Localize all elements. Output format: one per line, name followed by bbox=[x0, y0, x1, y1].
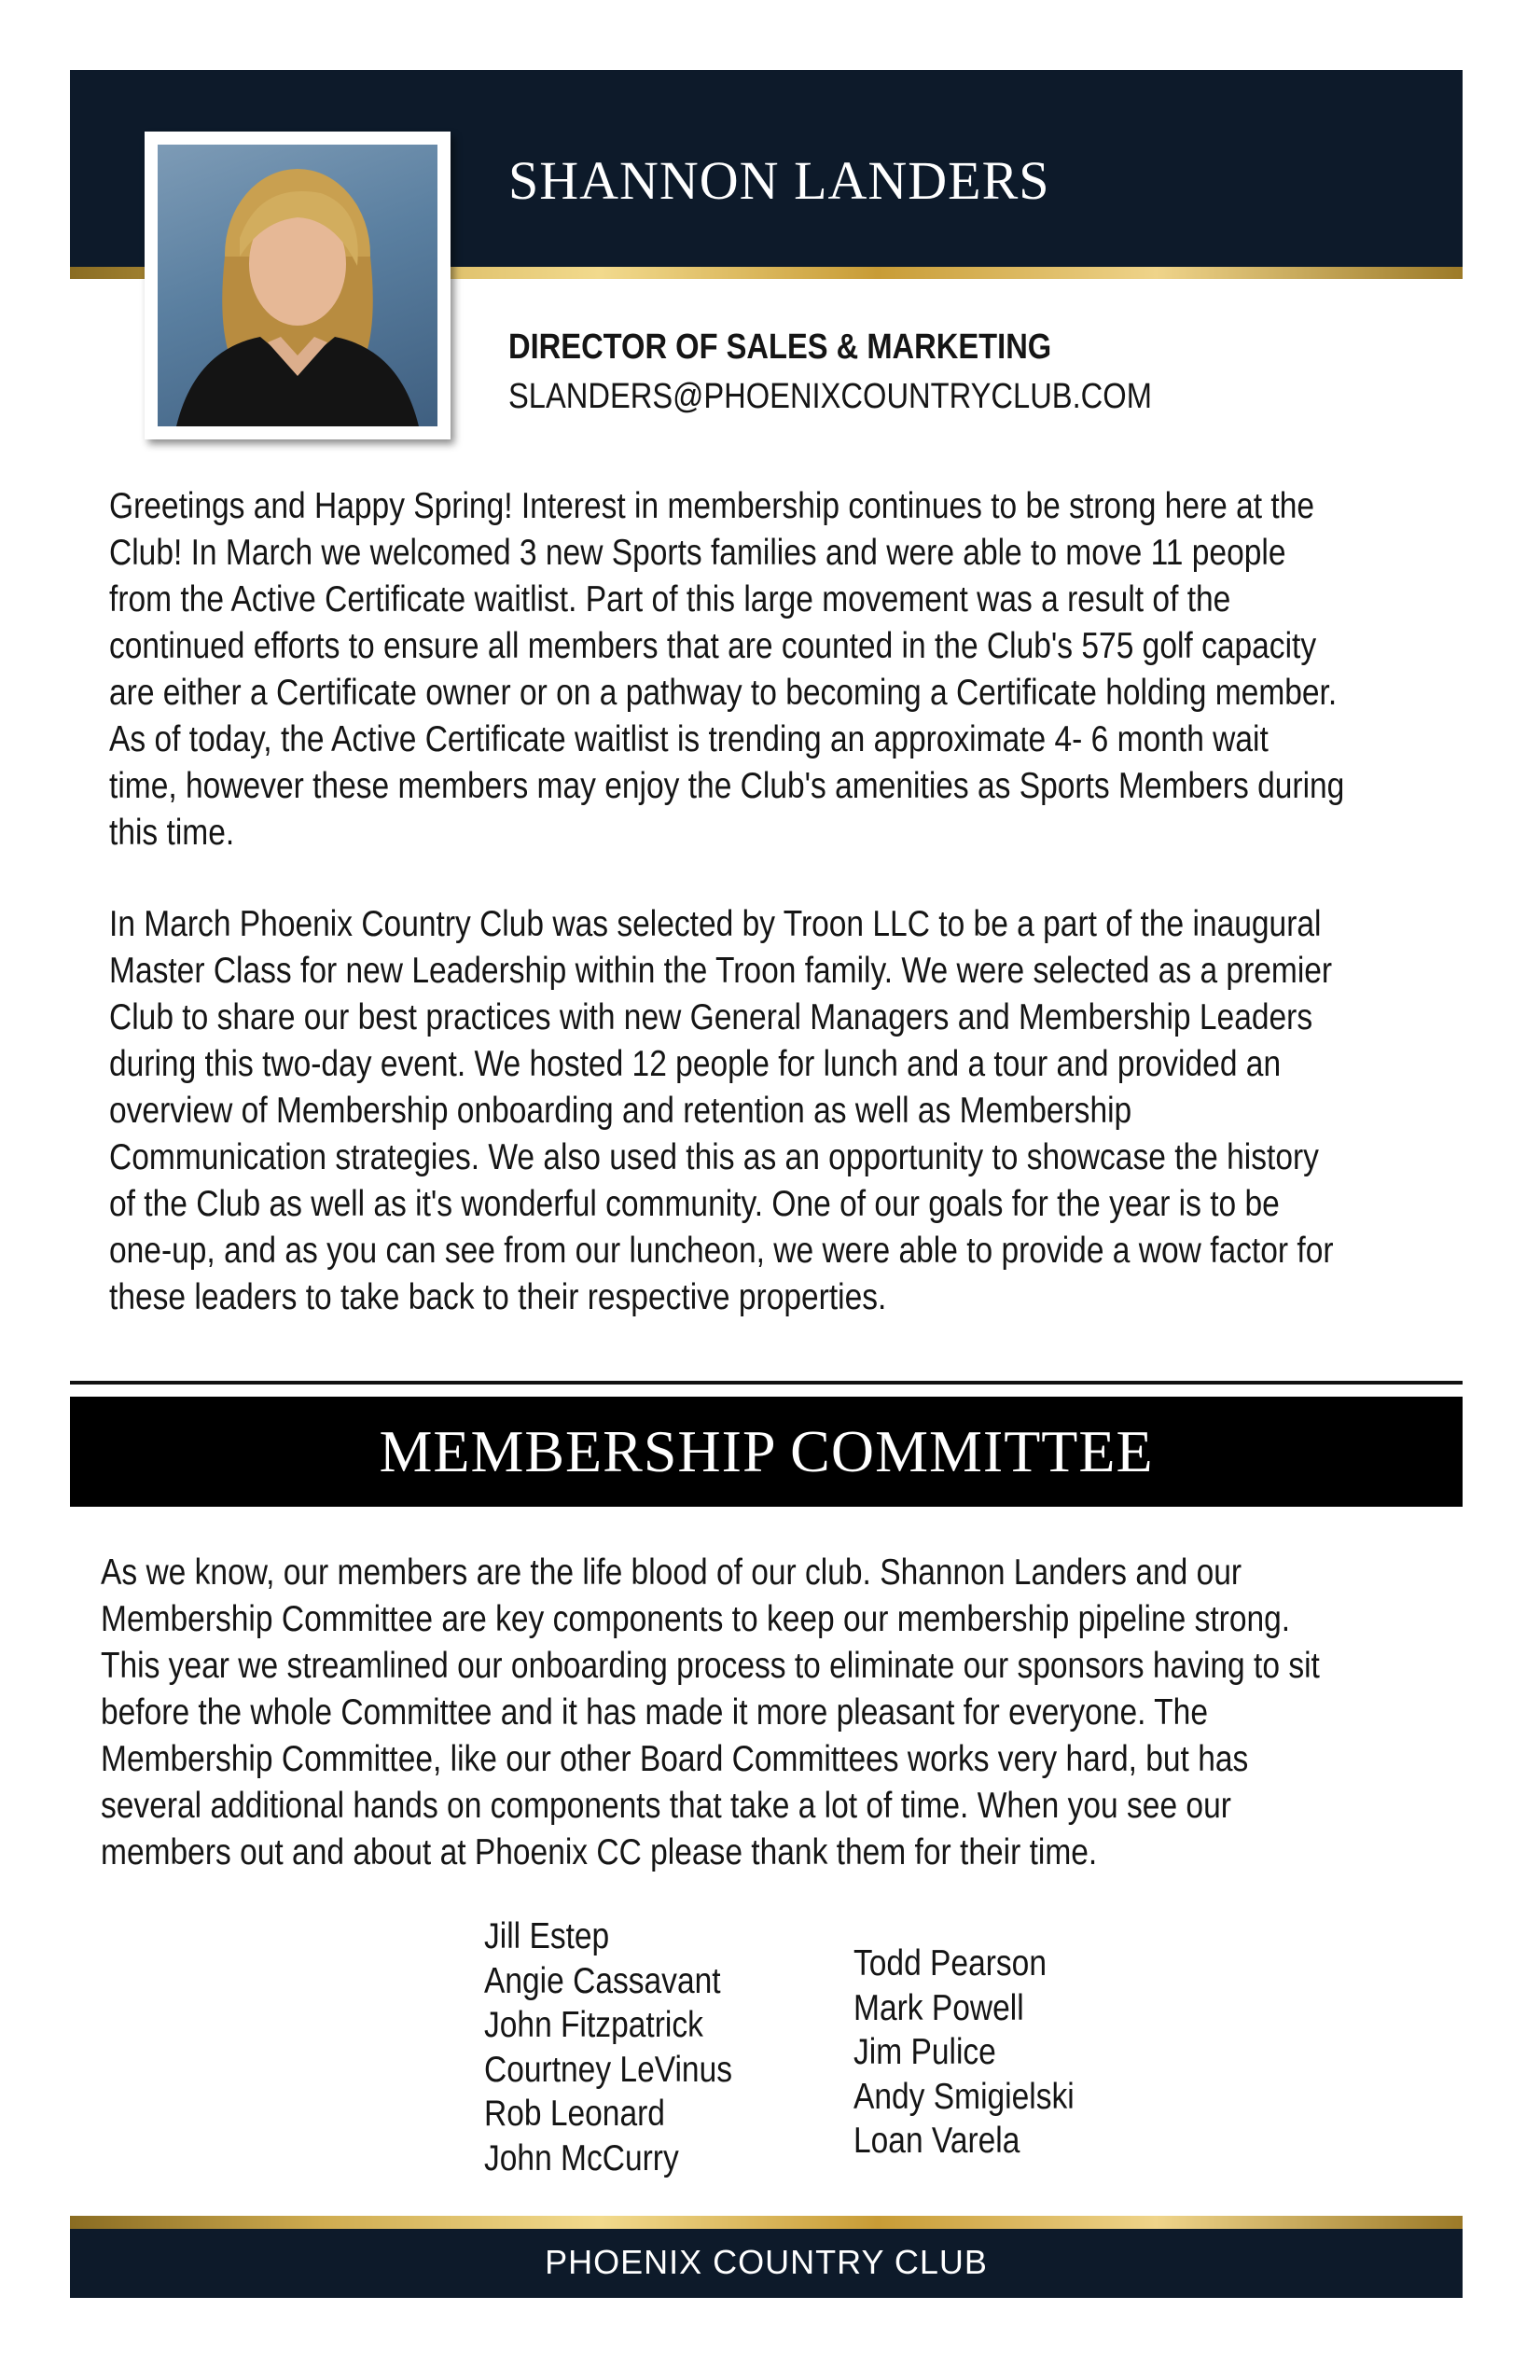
text-line: members out and about at Phoenix CC please thank them for their time. bbox=[101, 1832, 1098, 1872]
member-name: Courtney LeVinus bbox=[484, 2049, 733, 2090]
committee-heading: MEMBERSHIP COMMITTEE bbox=[379, 1418, 1154, 1484]
text-line: Master Class for new Leadership within the Troon family. We were selected as a premier bbox=[109, 951, 1333, 991]
text-line: during this two-day event. We hosted 12 people for lunch and a tour and provided an bbox=[109, 1044, 1282, 1084]
staff-email[interactable]: SLANDERS@PHOENIXCOUNTRYCLUB.COM bbox=[508, 377, 1152, 416]
committee-paragraph bbox=[101, 1550, 1519, 1876]
text-line: these leaders to take back to their respective properties. bbox=[109, 1277, 887, 1317]
section-divider bbox=[70, 1381, 1463, 1385]
text-line: continued efforts to ensure all members that are counted in the Club's 575 golf capacity bbox=[109, 626, 1317, 666]
member-name: Jim Pulice bbox=[853, 2032, 996, 2072]
text-line: As of today, the Active Certificate waitlist is trending an approximate 4- 6 month wait bbox=[109, 719, 1269, 759]
text-line: Membership Committee, like our other Board Committees works very hard, but has bbox=[101, 1739, 1249, 1779]
text-line: Membership Committee are key components to keep our membership pipeline strong. bbox=[101, 1599, 1291, 1639]
member-name: Angie Cassavant bbox=[484, 1960, 721, 2001]
member-name: Loan Varela bbox=[853, 2121, 1020, 2161]
text-line: Club! In March we welcomed 3 new Sports families and were able to move 11 people bbox=[109, 533, 1286, 573]
portrait-illustration bbox=[158, 145, 437, 426]
portrait-photo bbox=[158, 145, 437, 426]
member-name: Rob Leonard bbox=[484, 2094, 665, 2134]
text-line: are either a Certificate owner or on a pathway to becoming a Certificate holding member. bbox=[109, 673, 1338, 713]
text-line: from the Active Certificate waitlist. Part of this large movement was a result of the bbox=[109, 579, 1231, 619]
text-line: time, however these members may enjoy the Club's amenities as Sports Members during bbox=[109, 766, 1345, 806]
footer-club-name: PHOENIX COUNTRY CLUB bbox=[545, 2243, 988, 2281]
committee-members-column-2 bbox=[853, 1942, 1110, 2164]
member-name: Andy Smigielski bbox=[853, 2076, 1075, 2117]
text-line: this time. bbox=[109, 813, 235, 853]
text-line: several additional hands on components that take a lot of time. When you see our bbox=[101, 1786, 1231, 1826]
text-line: Greetings and Happy Spring! Interest in membership continues to be strong here at the bbox=[109, 486, 1315, 526]
text-line: Club to share our best practices with new General Managers and Membership Leaders bbox=[109, 997, 1313, 1037]
committee-members-column-1 bbox=[484, 1914, 772, 2180]
footer-gold-stripe bbox=[70, 2216, 1463, 2229]
member-name: John Fitzpatrick bbox=[484, 2005, 703, 2045]
text-line: This year we streamlined our onboarding process to eliminate our sponsors having to sit bbox=[101, 1646, 1320, 1686]
staff-title: DIRECTOR OF SALES & MARKETING bbox=[508, 327, 1052, 367]
member-name: Todd Pearson bbox=[853, 1943, 1047, 1983]
member-name: Jill Estep bbox=[484, 1916, 610, 1956]
intro-paragraph-1 bbox=[109, 483, 1540, 856]
text-line: Communication strategies. We also used this as an opportunity to showcase the history bbox=[109, 1137, 1319, 1177]
text-line: In March Phoenix Country Club was selected by Troon LLC to be a part of the inaugural bbox=[109, 904, 1322, 944]
staff-name: SHANNON LANDERS bbox=[508, 150, 1050, 211]
text-line: before the whole Committee and it has made it more pleasant for everyone. The bbox=[101, 1692, 1208, 1733]
text-line: one-up, and as you can see from our luncheon, we were able to provide a wow factor for bbox=[109, 1231, 1334, 1271]
member-name: John McCurry bbox=[484, 2137, 679, 2178]
text-line: As we know, our members are the life blood of our club. Shannon Landers and our bbox=[101, 1552, 1242, 1593]
text-line: of the Club as well as it's wonderful community. One of our goals for the year is to be bbox=[109, 1184, 1280, 1224]
text-line: overview of Membership onboarding and retention as well as Membership bbox=[109, 1091, 1132, 1131]
intro-paragraph-2 bbox=[109, 901, 1533, 1321]
member-name: Mark Powell bbox=[853, 1987, 1024, 2028]
